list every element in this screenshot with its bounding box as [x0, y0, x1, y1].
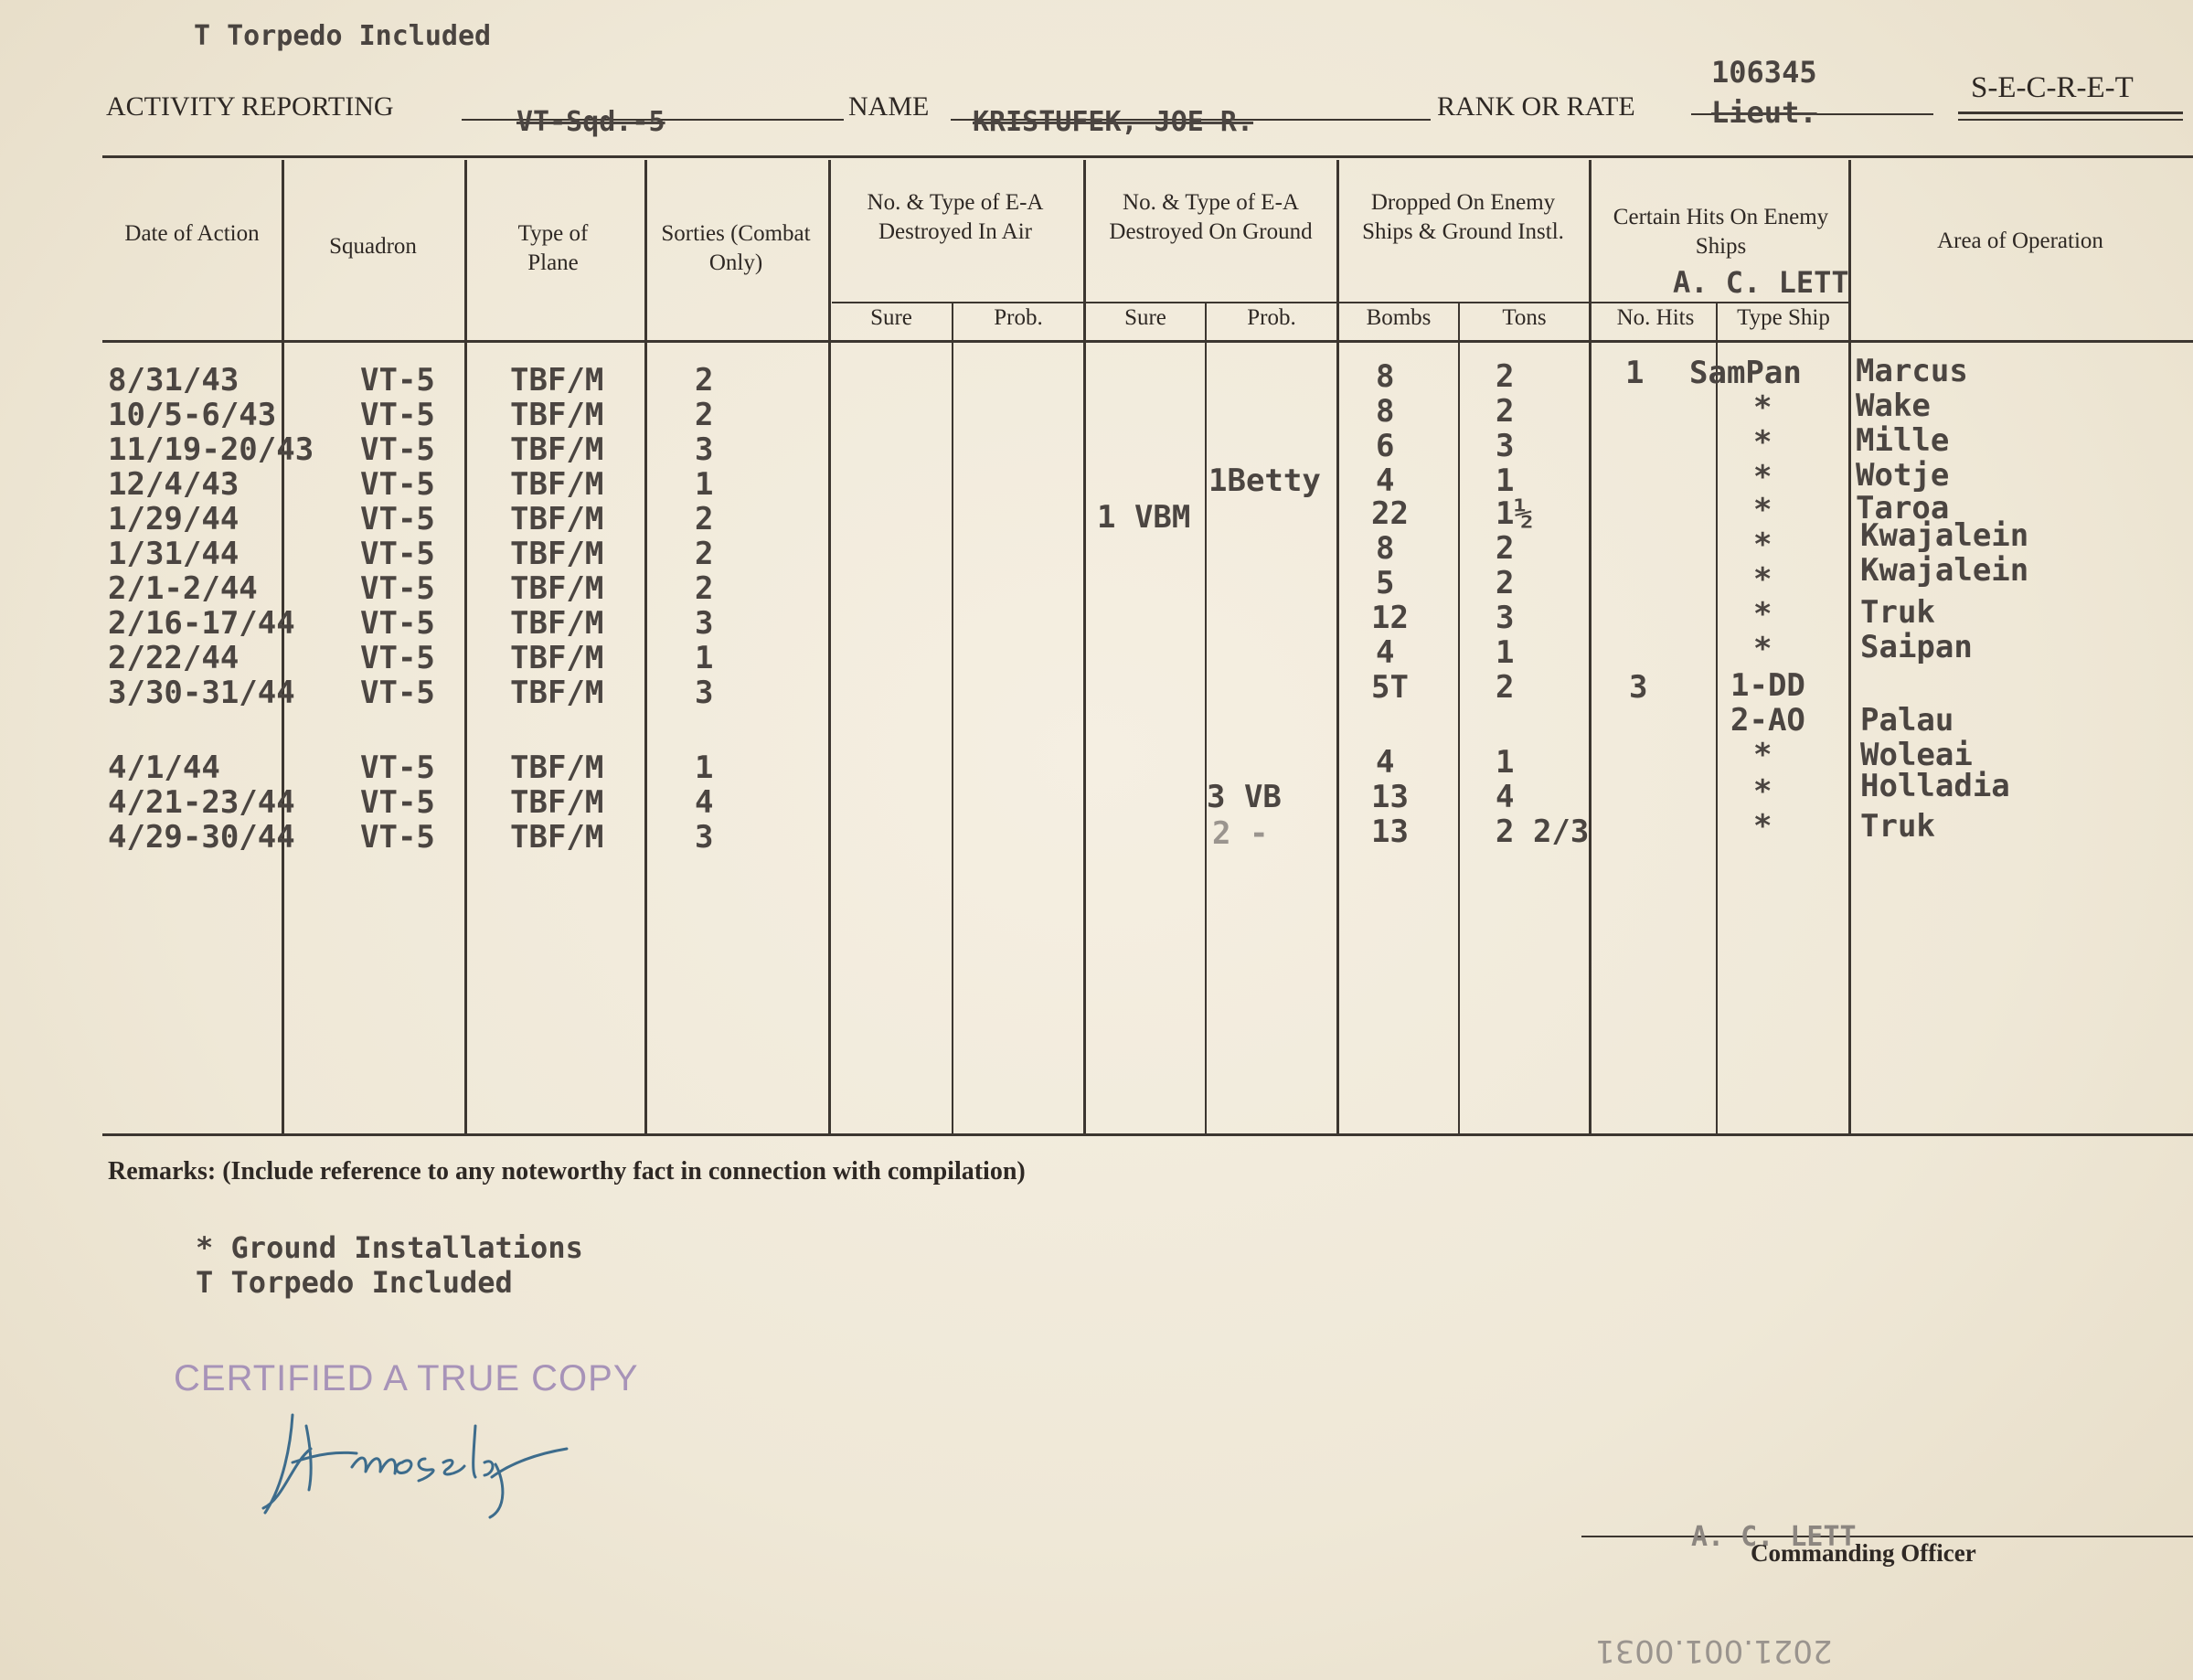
row-plane: TBF/M: [510, 640, 604, 676]
row-tons: 2: [1496, 393, 1515, 430]
row-date: 4/29-30/44: [108, 819, 295, 856]
row-tons: 1: [1496, 463, 1515, 499]
row-bombs: 8: [1376, 530, 1395, 567]
row-sorties: 3: [695, 675, 714, 711]
row-sorties: 2: [695, 570, 714, 607]
row-date: 11/19-20/43: [108, 431, 314, 468]
row-date: 8/31/43: [108, 362, 240, 399]
activity-value: VT-Sqd.-5: [516, 106, 665, 138]
row-bombs: 6: [1376, 428, 1395, 464]
col-hits: Certain Hits On Enemy Ships: [1613, 205, 1829, 259]
row-bombs: 5: [1376, 565, 1395, 601]
row-type-ship: *: [1753, 389, 1772, 426]
row-bombs: 4: [1376, 744, 1395, 781]
row-tons: 2: [1496, 669, 1515, 706]
row-ground-prob: 1Betty: [1208, 463, 1321, 499]
row-no-hits: 1: [1625, 355, 1645, 391]
officer-title: Commanding Officer: [1751, 1539, 1976, 1567]
row-squadron: VT-5: [360, 501, 435, 537]
row-sorties: 2: [695, 397, 714, 433]
row-area: Woleai: [1860, 737, 1973, 773]
row-type-ship: *: [1753, 773, 1772, 810]
row-plane: TBF/M: [510, 501, 604, 537]
row-date: 2/22/44: [108, 640, 240, 676]
row-plane: TBF/M: [510, 819, 604, 856]
row-plane: TBF/M: [510, 750, 604, 786]
row-squadron: VT-5: [360, 362, 435, 399]
row-type-ship: *: [1753, 561, 1772, 598]
row-squadron: VT-5: [360, 605, 435, 642]
row-date: 4/21-23/44: [108, 784, 295, 821]
row-type-ship: *: [1753, 808, 1772, 845]
row-sorties: 4: [695, 784, 714, 821]
row-sorties: 3: [695, 431, 714, 468]
air-sure: Sure: [870, 305, 912, 330]
row-date: 2/1-2/44: [108, 570, 258, 607]
row-area: Holladia: [1860, 768, 2010, 804]
row-squadron: VT-5: [360, 819, 435, 856]
row-sorties: 1: [695, 466, 714, 503]
archive-number: 2021.001.0031: [1595, 1632, 1833, 1669]
row-sorties: 3: [695, 819, 714, 856]
col-plane: Type of Plane: [517, 221, 589, 275]
row-bombs: 4: [1376, 634, 1395, 671]
row-tons: 3: [1496, 428, 1515, 464]
row-date: 10/5-6/43: [108, 397, 277, 433]
air-prob: Prob.: [994, 305, 1043, 330]
row-sorties: 2: [695, 362, 714, 399]
col-dropped: Dropped On Enemy Ships & Ground Instl.: [1362, 190, 1564, 244]
row-tons: 2: [1496, 530, 1515, 567]
row-plane: TBF/M: [510, 397, 604, 433]
col-air: No. & Type of E-A Destroyed In Air: [867, 190, 1044, 244]
row-plane: TBF/M: [510, 431, 604, 468]
row-plane: TBF/M: [510, 466, 604, 503]
row-plane: TBF/M: [510, 784, 604, 821]
name-value: KRISTUFEK, JOE R.: [973, 106, 1254, 138]
col-date: Date of Action: [124, 221, 260, 246]
row-sorties: 2: [695, 536, 714, 572]
row-sorties: 1: [695, 640, 714, 676]
row-area: Kwajalein: [1860, 552, 2029, 589]
row-sorties: 3: [695, 605, 714, 642]
no-hits-header: No. Hits: [1616, 305, 1695, 330]
row-tons: 2 2/3: [1496, 813, 1590, 850]
row-bombs: 8: [1376, 393, 1395, 430]
signature-image: [256, 1398, 594, 1526]
row-area: Mille: [1856, 422, 1950, 459]
row-bombs: 4: [1376, 463, 1395, 499]
row-sorties: 1: [695, 750, 714, 786]
row-bombs: 8: [1376, 358, 1395, 395]
row-date: 3/30-31/44: [108, 675, 295, 711]
row-plane: TBF/M: [510, 605, 604, 642]
row-type-ship: 2-AO: [1730, 702, 1805, 739]
row-date: 2/16-17/44: [108, 605, 295, 642]
row-ground-prob: 3 VB: [1207, 779, 1282, 815]
col-area: Area of Operation: [1937, 229, 2103, 253]
row-squadron: VT-5: [360, 570, 435, 607]
row-squadron: VT-5: [360, 675, 435, 711]
row-ground-sure: 1 VBM: [1097, 499, 1191, 536]
row-type-ship: 1-DD: [1730, 667, 1805, 704]
ground-prob: Prob.: [1247, 305, 1296, 330]
row-sorties: 2: [695, 501, 714, 537]
row-area: Marcus: [1856, 353, 1968, 389]
row-tons: 1: [1496, 634, 1515, 671]
bombs-header: Bombs: [1366, 305, 1432, 330]
row-type-ship: *: [1753, 459, 1772, 495]
officer-typed-name: A. C. LETT: [1691, 1521, 1857, 1553]
remarks-label: Remarks: (Include reference to any noteworthy fact in connection with compilation): [108, 1157, 1026, 1186]
row-area: Truk: [1860, 808, 1935, 845]
ground-sure: Sure: [1124, 305, 1166, 330]
col-ground: No. & Type of E-A Destroyed On Ground: [1109, 190, 1313, 244]
certified-stamp: CERTIFIED A TRUE COPY: [174, 1358, 639, 1398]
row-area: Saipan: [1860, 629, 1973, 665]
remarks-line-2: T Torpedo Included: [196, 1265, 513, 1300]
row-date: 1/31/44: [108, 536, 240, 572]
row-bombs: 5T: [1371, 669, 1409, 706]
row-area: Kwajalein: [1860, 517, 2029, 554]
row-date: 1/29/44: [108, 501, 240, 537]
rank-value: Lieut.: [1711, 95, 1817, 130]
hits-typed-signer: A. C. LETT: [1673, 265, 1849, 300]
row-squadron: VT-5: [360, 640, 435, 676]
row-tons: 2: [1496, 358, 1515, 395]
row-area: Taroa: [1856, 490, 1950, 526]
row-bombs: 13: [1371, 813, 1409, 850]
col-sorties: Sorties (Combat Only): [661, 221, 811, 275]
row-squadron: VT-5: [360, 536, 435, 572]
row-plane: TBF/M: [510, 675, 604, 711]
row-tons: 3: [1496, 600, 1515, 636]
row-tons: 4: [1496, 779, 1515, 815]
row-type-ship: *: [1753, 631, 1772, 667]
row-squadron: VT-5: [360, 466, 435, 503]
row-type-ship: *: [1753, 424, 1772, 461]
row-type-ship: *: [1753, 492, 1772, 528]
row-area: Wake: [1856, 388, 1931, 424]
row-bombs: 12: [1371, 600, 1409, 636]
row-area: Palau: [1860, 702, 1954, 739]
row-squadron: VT-5: [360, 750, 435, 786]
row-plane: TBF/M: [510, 570, 604, 607]
row-area: Wotje: [1856, 457, 1950, 494]
row-type-ship: SamPan: [1689, 355, 1802, 391]
classification: S-E-C-R-E-T: [1971, 71, 2134, 104]
row-area: Truk: [1860, 594, 1935, 631]
row-tons: 2: [1496, 565, 1515, 601]
row-type-ship: *: [1753, 526, 1772, 563]
row-ground-prob: 2 -: [1212, 815, 1269, 852]
row-date: 4/1/44: [108, 750, 220, 786]
row-squadron: VT-5: [360, 431, 435, 468]
type-ship-header: Type Ship: [1737, 305, 1830, 330]
col-squadron: Squadron: [329, 234, 417, 259]
activity-label: ACTIVITY REPORTING: [106, 91, 394, 122]
row-type-ship: *: [1753, 737, 1772, 773]
row-date: 12/4/43: [108, 466, 240, 503]
remarks-line-1: * Ground Installations: [196, 1230, 583, 1265]
row-bombs: 22: [1371, 495, 1409, 532]
row-plane: TBF/M: [510, 536, 604, 572]
row-squadron: VT-5: [360, 397, 435, 433]
row-no-hits: 3: [1629, 669, 1648, 706]
row-tons: 1: [1496, 744, 1515, 781]
rank-number: 106345: [1711, 55, 1817, 90]
row-type-ship: *: [1753, 596, 1772, 633]
row-tons: 1½: [1496, 495, 1533, 532]
name-label: NAME: [848, 91, 930, 122]
row-plane: TBF/M: [510, 362, 604, 399]
top-note: T Torpedo Included: [194, 20, 492, 52]
row-bombs: 13: [1371, 779, 1409, 815]
rank-label: RANK OR RATE: [1437, 91, 1635, 122]
row-squadron: VT-5: [360, 784, 435, 821]
tons-header: Tons: [1502, 305, 1547, 330]
